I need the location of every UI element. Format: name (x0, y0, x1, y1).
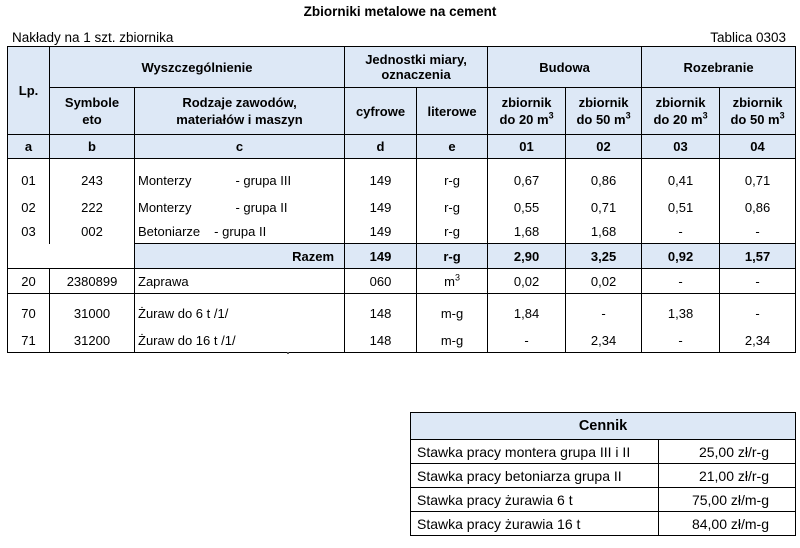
cell-lp: 70 (8, 294, 50, 329)
cell-rozebranie-20: - (642, 269, 720, 294)
price-value: 84,00 zł/m-g (659, 512, 796, 536)
cell-symbol: 2380899 (50, 269, 135, 294)
header-r50-sup: 3 (779, 110, 785, 121)
header-r50-line2: do 50 m (730, 112, 780, 127)
cell-symbol: 222 (50, 195, 135, 219)
header-b50-line2: do 50 m (576, 112, 626, 127)
cell-rozebranie-20: 0,41 (642, 159, 720, 196)
cell-budowa-20: 0,02 (488, 269, 566, 294)
cell-cyfrowe: 149 (345, 159, 417, 196)
cell-budowa-50: - (566, 294, 642, 329)
cell-lp: 20 (8, 269, 50, 294)
price-value: 21,00 zł/r-g (659, 464, 796, 488)
code-cell: c (135, 135, 345, 159)
total-budowa-50: 3,25 (566, 244, 642, 269)
table-row (8, 294, 796, 329)
header-r50-line1: zbiornik (732, 95, 783, 110)
header-lp: Lp. (8, 47, 50, 135)
header-b50-line1: zbiornik (578, 95, 629, 110)
cell-name (135, 159, 345, 196)
header-b20-line1: zbiornik (501, 95, 552, 110)
price-list-header (411, 413, 796, 440)
code-cell: b (50, 135, 135, 159)
cell-literowe: m-g (417, 328, 488, 353)
code-cell: e (417, 135, 488, 159)
header-b20-sup: 3 (548, 110, 554, 121)
header-rozebranie-50 (720, 88, 796, 135)
header-b20-line2: do 20 m (499, 112, 549, 127)
total-cyfrowe: 149 (345, 244, 417, 269)
code-cell: a (8, 135, 50, 159)
code-cell: 02 (566, 135, 642, 159)
unit-text: m (444, 273, 455, 289)
stray-dot (287, 352, 289, 354)
header-row-1 (8, 47, 796, 88)
table-row (8, 195, 796, 219)
price-label: Stawka pracy betoniarza grupa II (411, 464, 659, 488)
price-row (411, 512, 796, 536)
cell-cyfrowe: 149 (345, 195, 417, 219)
cell-lp: 71 (8, 328, 50, 353)
cell-budowa-50: 2,34 (566, 328, 642, 353)
cell-name-text: Monterzy (138, 199, 192, 215)
header-cyfrowe: cyfrowe (345, 88, 417, 135)
table-row (8, 219, 796, 244)
price-label: Stawka pracy żurawia 6 t (411, 488, 659, 512)
price-row (411, 464, 796, 488)
cell-literowe: r-g (417, 195, 488, 219)
cell-group-text: - grupa II (235, 199, 288, 215)
cell-name: Zaprawa (135, 269, 345, 294)
cell-cyfrowe: 060 (345, 269, 417, 294)
header-rozebranie: Rozebranie (642, 47, 796, 88)
cell-name: Żuraw do 6 t /1/ (135, 294, 345, 329)
cell-rozebranie-20: 1,38 (642, 294, 720, 329)
price-value: 25,00 zł/r-g (659, 440, 796, 464)
table-row (8, 159, 796, 196)
cell-rozebranie-50: - (720, 269, 796, 294)
cell-symbol: 243 (50, 159, 135, 196)
cell-rozebranie-50: 0,71 (720, 159, 796, 196)
price-label: Stawka pracy montera grupa III i II (411, 440, 659, 464)
cell-name-text: Betoniarze (138, 223, 201, 239)
header-budowa-20 (488, 88, 566, 135)
code-cell: d (345, 135, 417, 159)
cell-literowe: r-g (417, 159, 488, 196)
cell-symbol: 31200 (50, 328, 135, 353)
cell-lp: 01 (8, 159, 50, 196)
header-jednostki (345, 47, 488, 88)
cell-budowa-20: - (488, 328, 566, 353)
header-codes-row (8, 135, 796, 159)
cell-budowa-20: 0,67 (488, 159, 566, 196)
page-title: Zbiorniki metalowe na cement (303, 4, 497, 19)
price-row (411, 440, 796, 464)
table-row (8, 269, 796, 294)
cell-lp-empty (8, 244, 50, 269)
cell-budowa-50: 0,86 (566, 159, 642, 196)
total-rozebranie-20: 0,92 (642, 244, 720, 269)
table-number: Tablica 0303 (710, 30, 786, 45)
cell-literowe: r-g (417, 219, 488, 244)
cell-name-text: Monterzy (138, 172, 192, 188)
cell-literowe (417, 269, 488, 294)
cell-cyfrowe: 148 (345, 294, 417, 329)
total-literowe: r-g (417, 244, 488, 269)
cell-budowa-50: 1,68 (566, 219, 642, 244)
price-row (411, 488, 796, 512)
cell-symbol-empty (50, 244, 135, 269)
cell-name (135, 195, 345, 219)
table-row (8, 328, 796, 353)
header-rodzaje-line1: Rodzaje zawodów, (182, 95, 297, 110)
subtitle-units: Nakłady na 1 szt. zbiornika (12, 30, 174, 45)
header-literowe: literowe (417, 88, 488, 135)
header-rodzaje (135, 88, 345, 135)
header-symbole-line1: Symbole (64, 95, 120, 110)
cell-cyfrowe: 148 (345, 328, 417, 353)
header-b50-sup: 3 (625, 110, 631, 121)
cell-budowa-50: 0,71 (566, 195, 642, 219)
cell-lp: 02 (8, 195, 50, 219)
code-cell: 03 (642, 135, 720, 159)
cell-name: Żuraw do 16 t /1/ (135, 328, 345, 353)
price-label: Stawka pracy żurawia 16 t (411, 512, 659, 536)
norms-table (7, 46, 796, 353)
total-row (8, 244, 796, 269)
code-cell: 01 (488, 135, 566, 159)
header-rodzaje-line2: materiałów i maszyn (176, 112, 303, 127)
cell-budowa-50: 0,02 (566, 269, 642, 294)
cell-rozebranie-20: 0,51 (642, 195, 720, 219)
header-r20-line1: zbiornik (655, 95, 706, 110)
cell-symbol: 002 (50, 219, 135, 244)
cell-group-text: - grupa II (214, 223, 267, 239)
total-rozebranie-50: 1,57 (720, 244, 796, 269)
header-budowa-50 (566, 88, 642, 135)
cell-budowa-20: 0,55 (488, 195, 566, 219)
cell-group-text: - grupa III (235, 172, 292, 188)
unit-sup: 3 (454, 272, 460, 283)
header-rozebranie-20 (642, 88, 720, 135)
cell-budowa-20: 1,68 (488, 219, 566, 244)
cell-symbol: 31000 (50, 294, 135, 329)
header-symbole-line2: eto (82, 112, 102, 127)
header-r20-line2: do 20 m (653, 112, 703, 127)
cell-budowa-20: 1,84 (488, 294, 566, 329)
header-row-2 (8, 88, 796, 135)
header-jednostki-line2: oznaczenia (381, 67, 451, 82)
cell-cyfrowe: 149 (345, 219, 417, 244)
code-cell: 04 (720, 135, 796, 159)
header-r20-sup: 3 (702, 110, 708, 121)
price-value: 75,00 zł/m-g (659, 488, 796, 512)
header-wyszczegolnienie: Wyszczególnienie (50, 47, 345, 88)
cell-lp: 03 (8, 219, 50, 244)
cell-literowe: m-g (417, 294, 488, 329)
cell-rozebranie-50: - (720, 219, 796, 244)
cell-name (135, 219, 345, 244)
total-budowa-20: 2,90 (488, 244, 566, 269)
price-list-title: Cennik (411, 413, 796, 440)
cell-rozebranie-20: - (642, 219, 720, 244)
cell-rozebranie-50: 2,34 (720, 328, 796, 353)
cell-rozebranie-20: - (642, 328, 720, 353)
header-budowa: Budowa (488, 47, 642, 88)
header-jednostki-line1: Jednostki miary, (365, 52, 467, 67)
price-list-table (410, 412, 796, 536)
header-symbole (50, 88, 135, 135)
cell-rozebranie-50: 0,86 (720, 195, 796, 219)
cell-rozebranie-50: - (720, 294, 796, 329)
total-label: Razem (135, 244, 345, 269)
